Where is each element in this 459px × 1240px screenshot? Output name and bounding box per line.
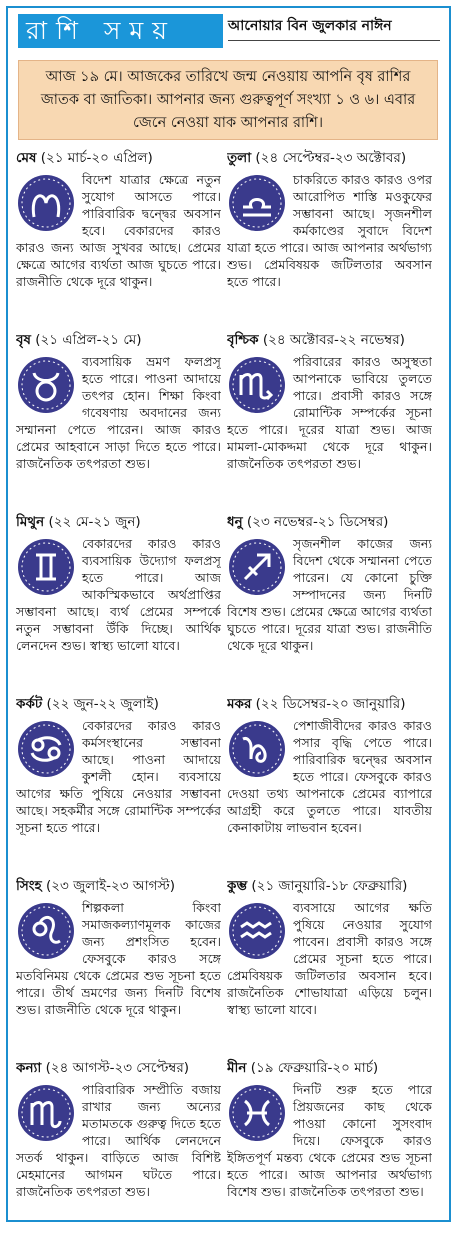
sign-title xyxy=(16,330,221,350)
sign-title xyxy=(227,148,432,168)
scorpio-icon xyxy=(227,355,287,415)
sign-date-range: (২১ এপ্রিল-২১ মে) xyxy=(30,332,142,348)
sign-name: মেষ xyxy=(16,150,37,166)
sign-title xyxy=(227,330,432,350)
sign-entry-pisces xyxy=(227,1058,432,1234)
sign-entry-scorpio xyxy=(227,330,432,506)
virgo-icon xyxy=(16,1083,76,1143)
sign-text: চাকরিতে কারও কারও ওপর আরোপিত শাস্তি মওকুফের সম্ভাবনা আছে। সৃজনশীল কর্মকাণ্ডের সুবাদে বিদেশ যাত্রা হতে পারে। আজ আপনার অর্থভাগ্য শুভ। প্রেমবিষয়ক জটিলতার অবসান হতে পারে। xyxy=(227,172,432,289)
sign-name: কুম্ভ xyxy=(227,878,248,894)
sign-name: ধনু xyxy=(227,514,243,530)
sign-name: মীন xyxy=(227,1060,247,1076)
taurus-icon xyxy=(16,355,76,415)
sign-text: পরিবারের কারও অসুস্থতা আপনাকে ভাবিয়ে তুলতে পারে। প্রবাসী কারও সঙ্গে রোমান্টিক সম্পর্কের সূচনা হতে পারে। দূরের যাত্রা শুভ। আজ মামলা-মোকদ্দমা থেকে দূরে থাকুন। রাজনৈতিক তৎপরতা শুভ। xyxy=(227,354,432,471)
sign-date-range: (২২ ডিসেম্বর-২০ জানুয়ারি) xyxy=(251,696,406,712)
sign-entry-leo xyxy=(16,876,221,1052)
libra-icon xyxy=(227,173,287,233)
sign-date-range: (২২ মে-২১ জুন) xyxy=(44,514,141,530)
sign-text: বিদেশ যাত্রার ক্ষেত্রে নতুন সুযোগ আসতে পারে। পারিবারিক দ্বন্দ্বের অবসান হবে। বেকারদের কারও কারও জন্য আজ সুখবর আছে। প্রেমের ক্ষেত্রে আগের ব্যর্থতা আজ ঘুচতে পারে। রাজনীতি থেকে দূরে থাকুন। xyxy=(16,172,221,289)
byline-divider xyxy=(228,40,440,41)
sign-date-range: (২১ জানুয়ারি-১৮ ফেব্রুয়ারি) xyxy=(247,878,408,894)
sign-name: তুলা xyxy=(227,150,252,166)
sign-entry-libra xyxy=(227,148,432,324)
intro-box: আজ ১৯ মে। আজকের তারিখে জন্ম নেওয়ায় আপনি বৃষ রাশির জাতক বা জাতিকা। আপনার জন্য গুরুত্বপূর্ণ সংখ্যা ১ ও ৬। এবার জেনে নেওয়া যাক আপনার রাশি। xyxy=(18,60,438,140)
sign-date-range: (২৪ অক্টোবর-২২ নভেম্বর) xyxy=(258,332,405,348)
sign-entry-virgo xyxy=(16,1058,221,1234)
sign-date-range: (২২ জুন-২২ জুলাই) xyxy=(42,696,159,712)
sign-date-range: (২৪ আগস্ট-২৩ সেপ্টেম্বর) xyxy=(41,1060,190,1076)
sign-title xyxy=(16,694,221,714)
sign-text: ব্যবসায়ে আগের ক্ষতি পুষিয়ে নেওয়ার সুযোগ পাবেন। প্রবাসী কারও সঙ্গে প্রেমের সূচনা হতে পারে। প্রেমবিষয়ক জটিলতার অবসান হবে। রাজনৈতিক শোভাযাত্রা এড়িয়ে চলুন। স্বাস্থ্য ভালো যাবে। xyxy=(227,900,432,1017)
sign-name: বৃষ xyxy=(16,332,31,348)
author-byline: আনোয়ার বিন জুলকার নাঈন xyxy=(228,18,392,34)
cancer-icon xyxy=(16,719,76,779)
sign-title xyxy=(16,1058,221,1078)
sign-text: পেশাজীবীদের কারও কারও পসার বৃদ্ধি পেতে পারে। পারিবারিক দ্বন্দ্বের অবসান হতে পারে। ফেসবুকে কারও দেওয়া তথ্য আপনাকে প্রেমের ব্যাপারে আগ্রহী করে তুলতে পারে। যাবতীয় কেনাকাটায় লাভবান হবেন। xyxy=(227,718,432,835)
sign-title xyxy=(227,1058,432,1078)
sign-title xyxy=(16,876,221,896)
sign-date-range: (২১ মার্চ-২০ এপ্রিল) xyxy=(36,150,153,166)
sign-entry-capricorn xyxy=(227,694,432,870)
sign-name: মিথুন xyxy=(16,514,45,530)
gemini-icon xyxy=(16,537,76,597)
aquarius-icon xyxy=(227,901,287,961)
sign-text: ব্যবসায়িক ভ্রমণ ফলপ্রসূ হতে পারে। পাওনা আদায়ে তৎপর হোন। শিক্ষা কিংবা গবেষণায় অবদানের জন্য সম্মাননা পেতে পারেন। আজ কারও প্রেমের আহবানে সাড়া দিতে হতে পারে। রাজনৈতিক তৎপরতা শুভ। xyxy=(16,354,221,471)
aries-icon xyxy=(16,173,76,233)
sign-date-range: (২৪ সেপ্টেম্বর-২৩ অক্টোবর) xyxy=(251,150,407,166)
left-column xyxy=(16,148,221,1240)
right-column xyxy=(227,148,432,1240)
sign-name: সিংহ xyxy=(16,878,42,894)
pisces-icon xyxy=(227,1083,287,1143)
sign-text: বেকারদের কারও কারও ব্যবসায়িক উদ্যোগ ফলপ্রসূ হতে পারে। আজ আকস্মিকভাবে অর্থপ্রাপ্তির সম্ভাবনা আছে। ব্যর্থ প্রেমের সম্পর্কে নতুন সম্ভাবনা উঁকি দিচ্ছে। আর্থিক লেনদেন শুভ। স্বাস্থ্য ভালো যাবে। xyxy=(16,536,221,653)
sign-date-range: (২৩ জুলাই-২৩ আগস্ট) xyxy=(41,878,175,894)
sign-name: কন্যা xyxy=(16,1060,42,1076)
sign-entry-aries xyxy=(16,148,221,324)
sign-name: বৃশ্চিক xyxy=(227,332,259,348)
column-masthead: রাশি সময় xyxy=(18,14,223,48)
sign-title xyxy=(16,512,221,532)
sagittarius-icon xyxy=(227,537,287,597)
sign-name: মকর xyxy=(227,696,252,712)
sign-text: পারিবারিক সম্প্রীতি বজায় রাখার জন্য অন্যের মতামতকে গুরুত্ব দিতে হতে পারে। আর্থিক লেনদেনে সতর্ক থাকুন। বাড়িতে আজ বিশিষ্ট মেহমানের আগমন ঘটতে পারে। রাজনৈতিক তৎপরতা শুভ। xyxy=(16,1082,221,1199)
sign-text: শিল্পকলা কিংবা সমাজকল্যাণমূলক কাজের জন্য প্রশংসিত হবেন। ফেসবুকে কারও সঙ্গে মতবিনিময় থেকে প্রেমের শুভ সূচনা হতে পারে। তীর্থ ভ্রমণের জন্য দিনটি বিশেষ শুভ। রাজনীতি থেকে দূরে থাকুন। xyxy=(16,900,221,1017)
sign-entry-cancer xyxy=(16,694,221,870)
sign-date-range: (২৩ নভেম্বর-২১ ডিসেম্বর) xyxy=(242,514,389,530)
sign-entry-gemini xyxy=(16,512,221,688)
sign-title xyxy=(227,694,432,714)
sign-title xyxy=(16,148,221,168)
sign-entry-sagittarius xyxy=(227,512,432,688)
sign-name: কর্কট xyxy=(16,696,43,712)
sign-text: সৃজনশীল কাজের জন্য বিদেশ থেকে সম্মাননা পেতে পারেন। যে কোনো চুক্তি সম্পাদনের জন্য দিনটি বিশেষ শুভ। প্রেমের ক্ষেত্রে আগের ব্যর্থতা ঘুচতে পারে। দূরের যাত্রা শুভ। রাজনীতি থেকে দূরে থাকুন। xyxy=(227,536,432,653)
sign-date-range: (১৯ ফেব্রুয়ারি-২০ মার্চ) xyxy=(246,1060,379,1076)
sign-entry-aquarius xyxy=(227,876,432,1052)
sign-text: বেকারদের কারও কারও কর্মসংস্থানের সম্ভাবনা আছে। পাওনা আদায়ে কুশলী হোন। ব্যবসায়ে আগের ক্ষতি পুষিয়ে নেওয়ার সম্ভাবনা আছে। সহকর্মীর সঙ্গে রোমান্টিক সম্পর্কের সূচনা হতে পারে। xyxy=(16,718,221,835)
leo-icon xyxy=(16,901,76,961)
sign-title xyxy=(227,512,432,532)
sign-text: দিনটি শুরু হতে পারে প্রিয়জনের কাছ থেকে পাওয়া কোনো সুসংবাদ দিয়ে। ফেসবুকে কারও ইঙ্গিতপূর্ণ মন্তব্য থেকে প্রেমের শুভ সূচনা হতে পারে। আজ আপনার অর্থভাগ্য বিশেষ শুভ। রাজনৈতিক তৎপরতা শুভ। xyxy=(227,1082,432,1199)
capricorn-icon xyxy=(227,719,287,779)
sign-entry-taurus xyxy=(16,330,221,506)
sign-title xyxy=(227,876,432,896)
